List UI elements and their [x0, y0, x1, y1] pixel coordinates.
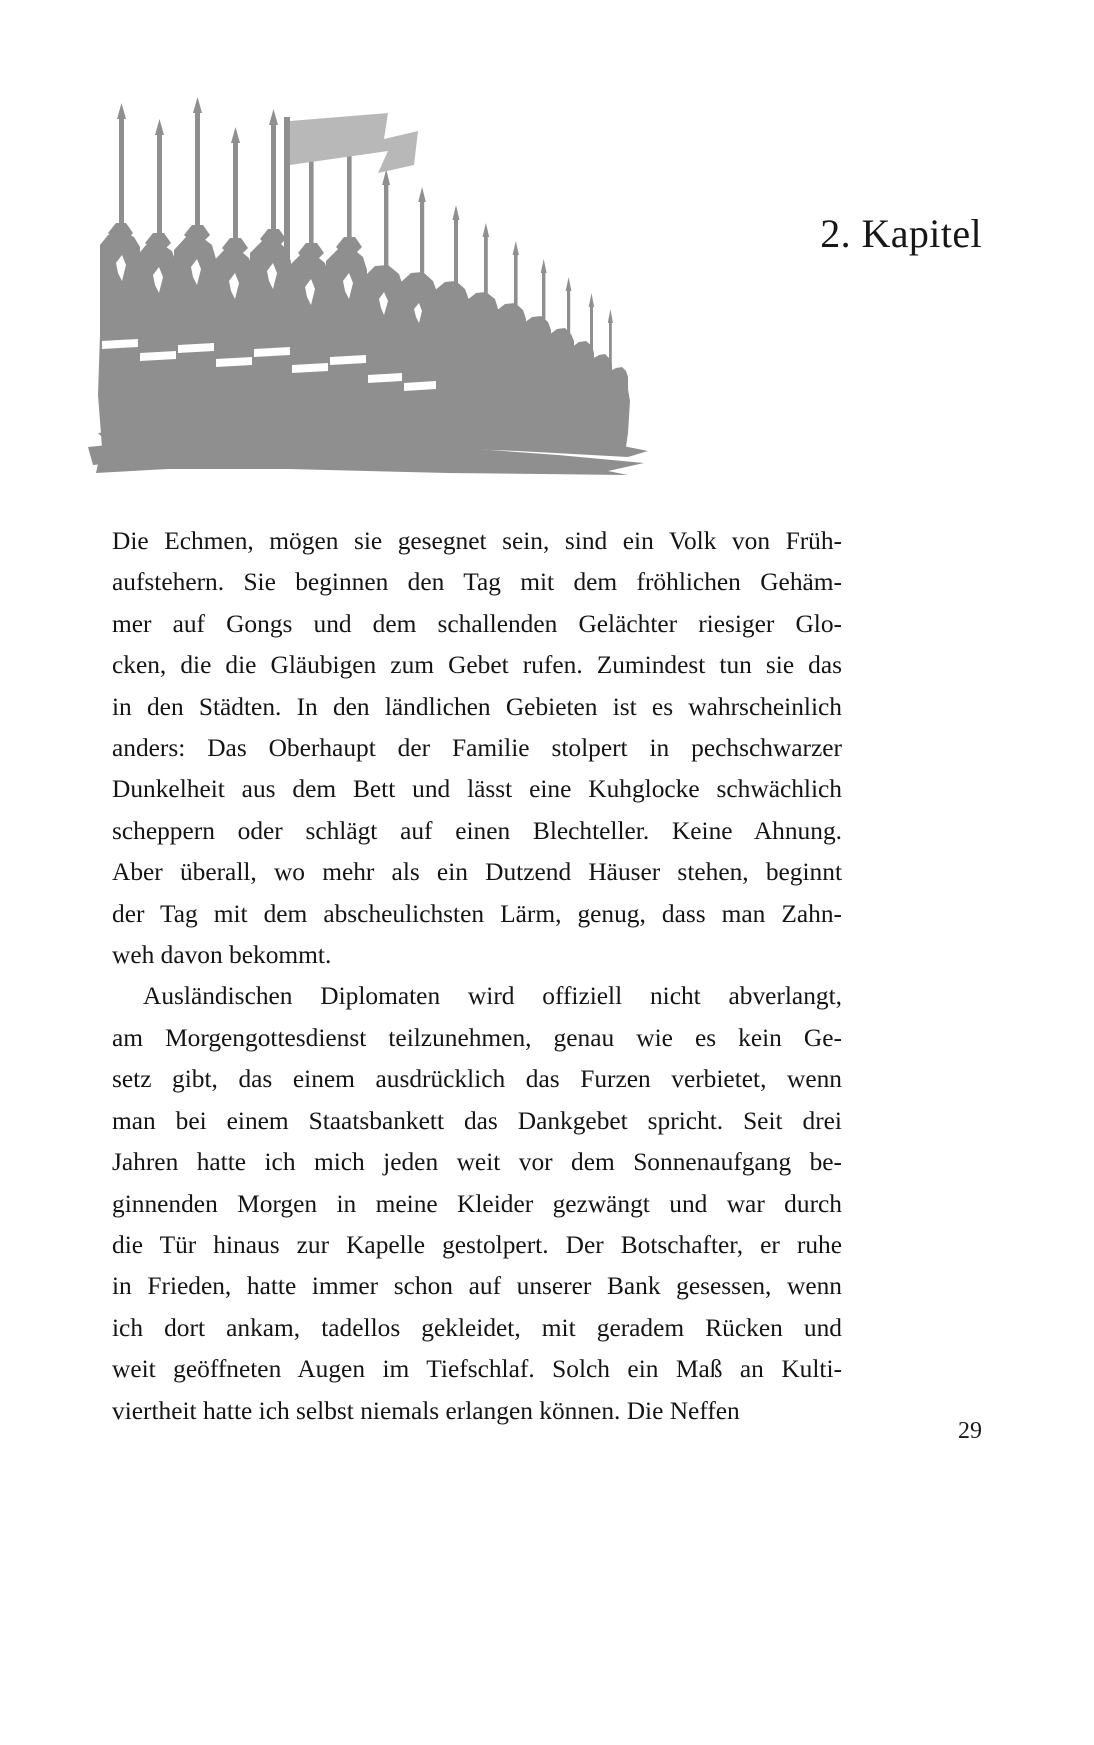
text-line: ginnenden Morgen in meine Kleider gezwängt und war durch	[112, 1189, 842, 1218]
text-line: setz gibt, das einem ausdrücklich das Furzen verbietet, wenn	[112, 1065, 842, 1094]
text-line: weh davon bekommt.	[112, 941, 332, 970]
paragraph-1	[112, 521, 842, 976]
text-line: weit geöffneten Augen im Tiefschlaf. Solch ein Maß an Kulti-	[112, 1355, 842, 1384]
text-line: ich dort ankam, tadellos gekleidet, mit geradem Rücken und	[112, 1313, 842, 1342]
chapter-opening	[0, 0, 1094, 430]
marching-army-illustration	[88, 95, 648, 495]
text-line: Aber überall, wo mehr als ein Dutzend Häuser stehen, beginnt	[112, 858, 842, 887]
text-line: Jahren hatte ich mich jeden weit vor dem Sonnenaufgang be-	[112, 1148, 842, 1177]
text-line: in Frieden, hatte immer schon auf unserer Bank gesessen, wenn	[112, 1272, 842, 1301]
text-line: die Tür hinaus zur Kapelle gestolpert. Der Botschafter, er ruhe	[112, 1230, 842, 1259]
text-line: aufstehern. Sie beginnen den Tag mit dem fröhlichen Gehäm-	[112, 568, 842, 597]
text-line: Die Echmen, mögen sie gesegnet sein, sind ein Volk von Früh-	[112, 527, 842, 555]
text-line: anders: Das Oberhaupt der Familie stolpert in pechschwarzer	[112, 734, 842, 763]
text-line: Ausländischen Diplomaten wird offiziell nicht abverlangt,	[143, 982, 842, 1011]
page-number: 29	[958, 1418, 982, 1444]
chapter-title: 2. Kapitel	[820, 211, 982, 256]
text-line: am Morgengottesdienst teilzunehmen, genau wie es kein Ge-	[112, 1023, 842, 1052]
paragraph-2	[112, 976, 842, 1431]
text-line: viertheit hatte ich selbst niemals erlangen können. Die Neffen	[112, 1396, 740, 1425]
text-line: der Tag mit dem abscheulichsten Lärm, genug, dass man Zahn-	[112, 899, 842, 928]
text-line: scheppern oder schlägt auf einen Blechteller. Keine Ahnung.	[112, 816, 842, 845]
text-line: man bei einem Staatsbankett das Dankgebet spricht. Seit drei	[112, 1106, 842, 1135]
body-text-column	[112, 521, 842, 1432]
text-line: mer auf Gongs und dem schallenden Gelächter riesiger Glo-	[112, 609, 842, 638]
text-line: cken, die die Gläubigen zum Gebet rufen. Zumindest tun sie das	[112, 651, 842, 680]
text-line: Dunkelheit aus dem Bett und lässt eine Kuhglocke schwächlich	[112, 775, 842, 804]
text-line: in den Städten. In den ländlichen Gebieten ist es wahrscheinlich	[112, 692, 842, 721]
